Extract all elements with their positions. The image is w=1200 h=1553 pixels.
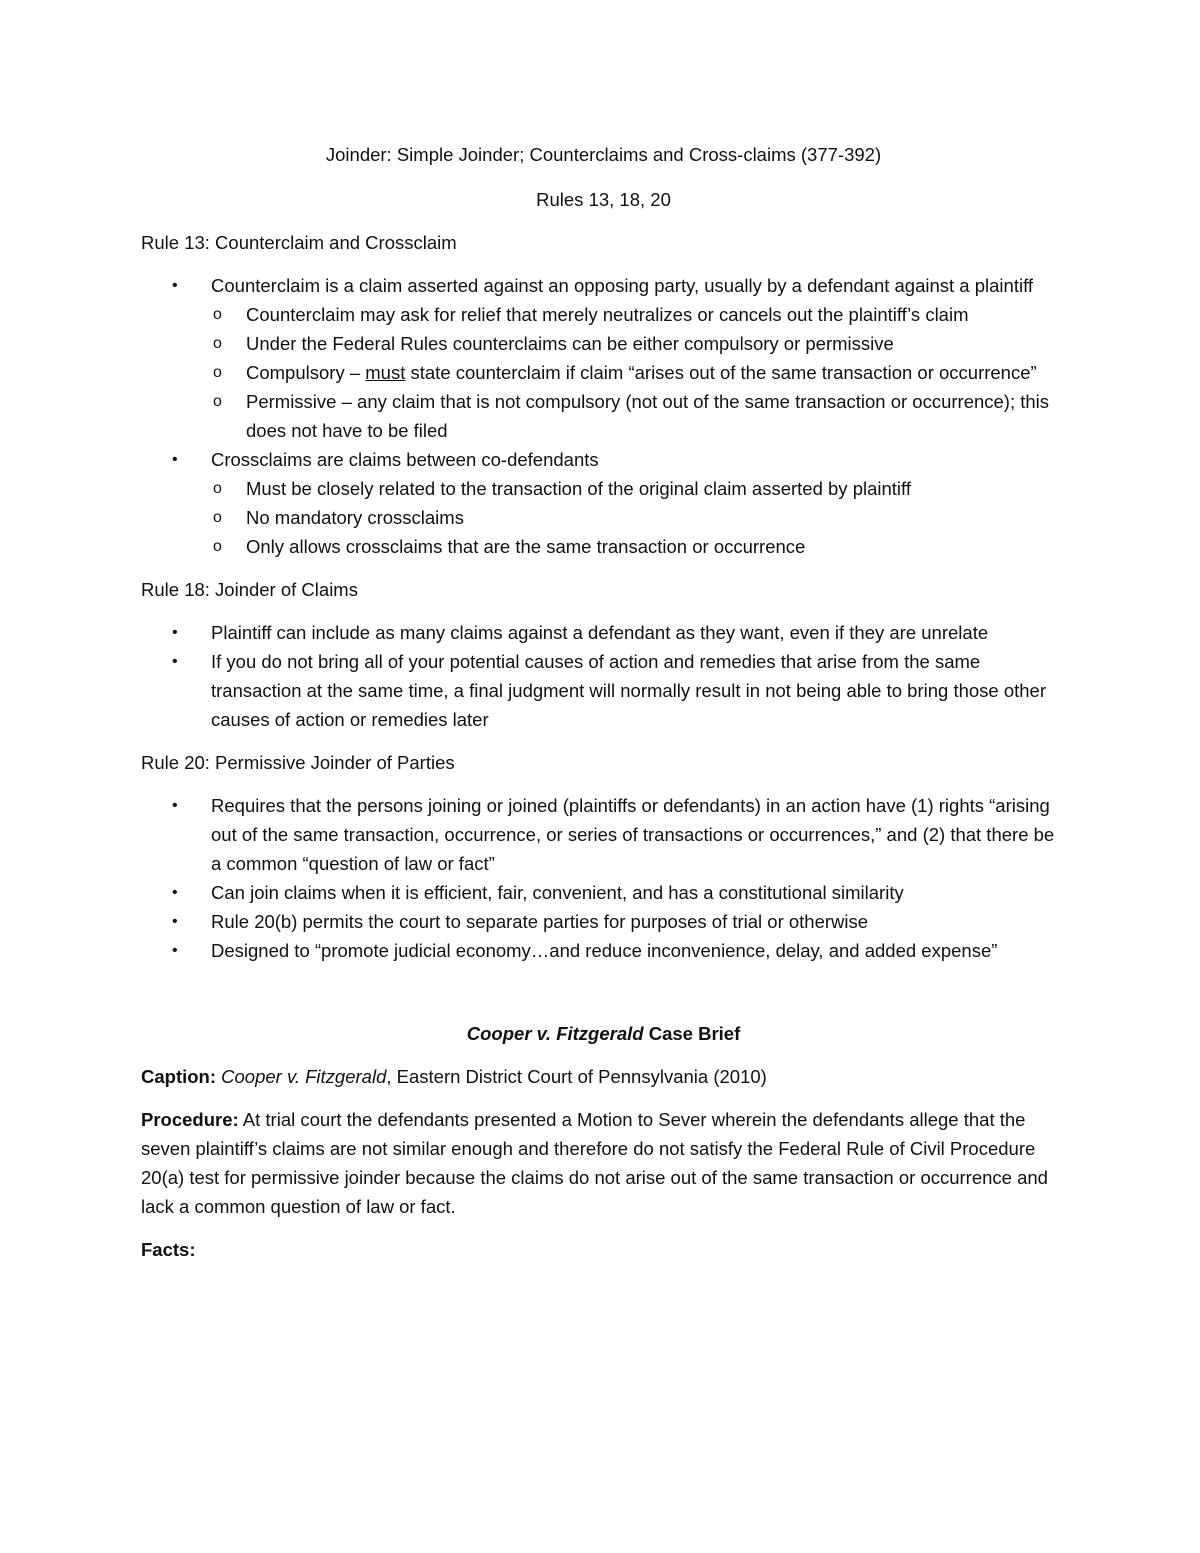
bullet-icon: •	[172, 942, 178, 959]
sub-bullet-icon: o	[213, 538, 222, 555]
document-title: Joinder: Simple Joinder; Counterclaims and Cross-claims (377-392)	[325, 144, 882, 165]
facts-label: Facts:	[141, 1239, 196, 1260]
rule13-item2-sub3: Only allows crossclaims that are the same transaction or occurrence	[246, 536, 806, 557]
rule13-list	[141, 271, 1066, 561]
document-body	[141, 140, 1066, 1278]
rule13-item1-text: Counterclaim is a claim asserted against an opposing party, usually by a defendant against a plaintiff	[211, 275, 1034, 296]
rule13-item2-text: Crossclaims are claims between co-defendants	[211, 449, 599, 470]
rule13-item1-sub4: Permissive – any claim that is not compulsory (not out of the same transaction or occurrence); this does not have to be filed	[246, 391, 1050, 441]
brief-facts	[141, 1235, 1066, 1264]
bullet-icon: •	[172, 277, 178, 294]
rule13-item1-sub3-suffix: state counterclaim if claim “arises out of the same transaction or occurrence”	[405, 362, 1037, 383]
brief-title	[141, 1019, 1066, 1048]
rule20-item3: Rule 20(b) permits the court to separate parties for purposes of trial or otherwise	[211, 911, 869, 932]
list-item	[141, 647, 1066, 734]
brief-procedure	[141, 1105, 1066, 1221]
brief-title-rest: Case Brief	[643, 1023, 741, 1044]
list-item	[141, 618, 1066, 647]
list-item	[141, 445, 1066, 561]
bullet-icon: •	[172, 797, 178, 814]
rule20-list	[141, 791, 1066, 965]
sub-bullet-icon: o	[213, 393, 222, 410]
rule18-list	[141, 618, 1066, 734]
bullet-icon: •	[172, 653, 178, 670]
rule13-item1-sub2: Under the Federal Rules counterclaims can be either compulsory or permissive	[246, 333, 894, 354]
rule13-item1-sub3-underlined: must	[365, 362, 406, 383]
bullet-icon: •	[172, 913, 178, 930]
rule13-item1-sublist	[211, 300, 1066, 445]
list-item	[211, 358, 1066, 387]
rule13-item1-sub3-prefix: Compulsory –	[246, 362, 366, 383]
sub-bullet-icon: o	[213, 364, 222, 381]
procedure-label: Procedure:	[141, 1109, 239, 1130]
list-item	[211, 300, 1066, 329]
rule13-item1-sub1: Counterclaim may ask for relief that merely neutralizes or cancels out the plaintiff’s claim	[246, 304, 969, 325]
brief-title-case-name: Cooper v. Fitzgerald	[466, 1023, 644, 1044]
bullet-icon: •	[172, 451, 178, 468]
sub-bullet-icon: o	[213, 306, 222, 323]
bullet-icon: •	[172, 624, 178, 641]
list-item	[141, 878, 1066, 907]
rule13-item2-sub2: No mandatory crossclaims	[246, 507, 464, 528]
sub-bullet-icon: o	[213, 335, 222, 352]
list-item	[141, 936, 1066, 965]
rule20-item4: Designed to “promote judicial economy…and reduce inconvenience, delay, and added expense”	[211, 940, 998, 961]
caption-label: Caption:	[141, 1066, 217, 1087]
document-subtitle: Rules 13, 18, 20	[536, 189, 671, 210]
rule18-heading: Rule 18: Joinder of Claims	[141, 579, 358, 600]
bullet-icon: •	[172, 884, 178, 901]
rule13-item2-sub1: Must be closely related to the transaction of the original claim asserted by plaintiff	[246, 478, 911, 499]
caption-rest: , Eastern District Court of Pennsylvania (2010)	[386, 1066, 767, 1087]
rule18-item1: Plaintiff can include as many claims against a defendant as they want, even if they are unrelate	[211, 622, 989, 643]
list-item	[141, 791, 1066, 878]
sub-bullet-icon: o	[213, 509, 222, 526]
list-item	[211, 532, 1066, 561]
list-item	[211, 503, 1066, 532]
rule20-item1: Requires that the persons joining or joined (plaintiffs or defendants) in an action have (1) rights “arising out of the same transaction, occurrence, or series of transactions or occurrences,” and (2) that there be a common “question of law or fact”	[211, 795, 1055, 874]
list-item	[141, 271, 1066, 445]
rule13-heading: Rule 13: Counterclaim and Crossclaim	[141, 232, 457, 253]
caption-case-name: Cooper v. Fitzgerald	[221, 1066, 387, 1087]
brief-caption	[141, 1062, 1066, 1091]
list-item	[211, 387, 1066, 445]
rule18-item2: If you do not bring all of your potential causes of action and remedies that arise from the same transaction at the same time, a final judgment will normally result in not being able to bring those other causes of action or remedies later	[211, 651, 1047, 730]
procedure-text: At trial court the defendants presented a Motion to Sever wherein the defendants allege that the seven plaintiff’s claims are not similar enough and therefore do not satisfy the Federal Rule of Civil Procedure 20(a) test for permissive joinder because the claims do not arise out of the same transaction or occurrence and lack a common question of law or fact.	[141, 1109, 1048, 1217]
rule13-item2-sublist	[211, 474, 1066, 561]
list-item	[211, 474, 1066, 503]
list-item	[141, 907, 1066, 936]
rule20-item2: Can join claims when it is efficient, fair, convenient, and has a constitutional similarity	[211, 882, 904, 903]
rule20-heading: Rule 20: Permissive Joinder of Parties	[141, 752, 455, 773]
list-item	[211, 329, 1066, 358]
sub-bullet-icon: o	[213, 480, 222, 497]
